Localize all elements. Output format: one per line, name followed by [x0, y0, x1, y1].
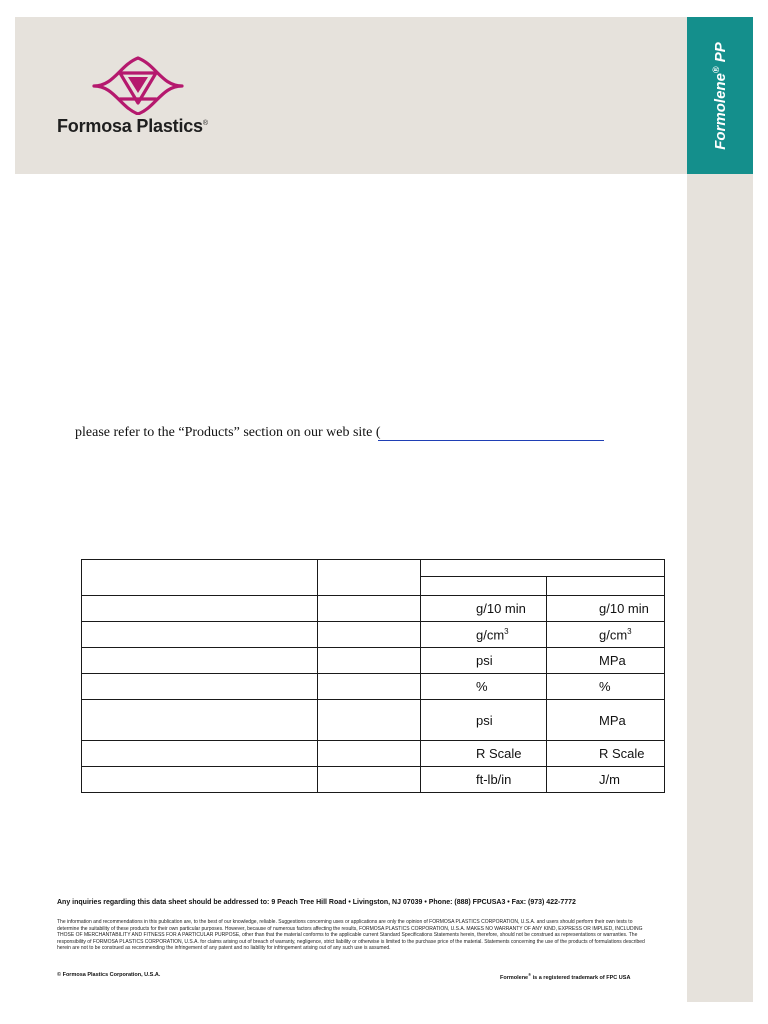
unit-si-cell: % — [547, 674, 665, 700]
table-row — [82, 767, 665, 793]
inquiry-address-line: Any inquiries regarding this data sheet should be addressed to: 9 Peach Tree Hill Road • Livingston, NJ 07039 • Phone: (888) FPCUSA3 • Fax: (973) 422-7772 — [57, 899, 576, 906]
table-row — [82, 674, 665, 700]
property-cell — [82, 622, 318, 648]
unit-english-cell: R Scale — [421, 741, 547, 767]
method-cell — [318, 622, 421, 648]
unit-english-cell: $g/cm^3$ — [421, 622, 547, 648]
property-cell — [82, 700, 318, 741]
unit-si-cell: MPa — [547, 648, 665, 674]
formosa-plastics-logo-icon — [92, 55, 184, 115]
legal-disclaimer: The information and recommendations in this publication are, to the best of our knowledge, reliable. Suggestions concerning uses or applications are only the opinion of FORMOSA PLASTICS CORPORATION, U.S.A. and users should perform their own tests to determine the suitability of these products for their own particular purposes. However, because of numerous factors affecting the results, FORMOSA PLASTICS CORPORATION, U.S.A. MAKES NO WARRANTY OF ANY KIND, EXPRESS OR IMPLIED, INCLUDING THOSE OF MERCHANTABILITY AND FITNESS FOR A PARTICULAR PURPOSE, other than that the material conforms to the applicable current Standard Specifications Statements herein, therefore, should not be construed as representations or warranties. The responsibility of FORMOSA PLASTICS CORPORATION, U.S.A. for claims arising out of breach of warranty, negligence, strict liability or otherwise is limited to the purchase price of the material. Statements concerning the use of the products of formulations described herein are not to be construed as recommending the infringement of any patent and no liability for infringement arising out of any such use is assumed. — [57, 919, 645, 952]
table-header-cell — [82, 560, 318, 596]
method-cell — [318, 674, 421, 700]
unit-si-cell: J/m — [547, 767, 665, 793]
unit-si-cell: g/10 min — [547, 596, 665, 622]
table-row — [82, 741, 665, 767]
unit-si-cell: R Scale — [547, 741, 665, 767]
unit-english-cell: % — [421, 674, 547, 700]
table-row — [82, 596, 665, 622]
unit-english-cell: ft-lb/in — [421, 767, 547, 793]
table-header-cell — [421, 560, 665, 577]
method-cell — [318, 700, 421, 741]
method-cell — [318, 596, 421, 622]
table-header-row — [82, 560, 665, 577]
table-row — [82, 700, 665, 741]
product-name: Formolene® PP — [711, 42, 729, 150]
table-subheader-cell — [421, 577, 547, 596]
property-cell — [82, 596, 318, 622]
unit-si-cell: $g/cm^3$ — [547, 622, 665, 648]
table-row — [82, 648, 665, 674]
property-cell — [82, 674, 318, 700]
properties-table — [81, 559, 665, 793]
unit-english-cell: psi — [421, 648, 547, 674]
property-cell — [82, 741, 318, 767]
company-logo-text: Formosa Plastics® — [57, 116, 208, 136]
method-cell — [318, 648, 421, 674]
website-link[interactable] — [378, 440, 604, 441]
method-cell — [318, 767, 421, 793]
trademark-notice: Formolene® is a registered trademark of FPC USA — [500, 972, 631, 981]
unit-english-cell: psi — [421, 700, 547, 741]
table-subheader-cell — [547, 577, 665, 596]
method-cell — [318, 741, 421, 767]
property-cell — [82, 767, 318, 793]
website-reference-text: please refer to the “Products” section on our web site ( — [75, 425, 381, 440]
table-header-cell — [318, 560, 421, 596]
table-row — [82, 622, 665, 648]
property-cell — [82, 648, 318, 674]
copyright-notice: © Formosa Plastics Corporation, U.S.A. — [57, 972, 161, 978]
unit-si-cell: MPa — [547, 700, 665, 741]
unit-english-cell: g/10 min — [421, 596, 547, 622]
